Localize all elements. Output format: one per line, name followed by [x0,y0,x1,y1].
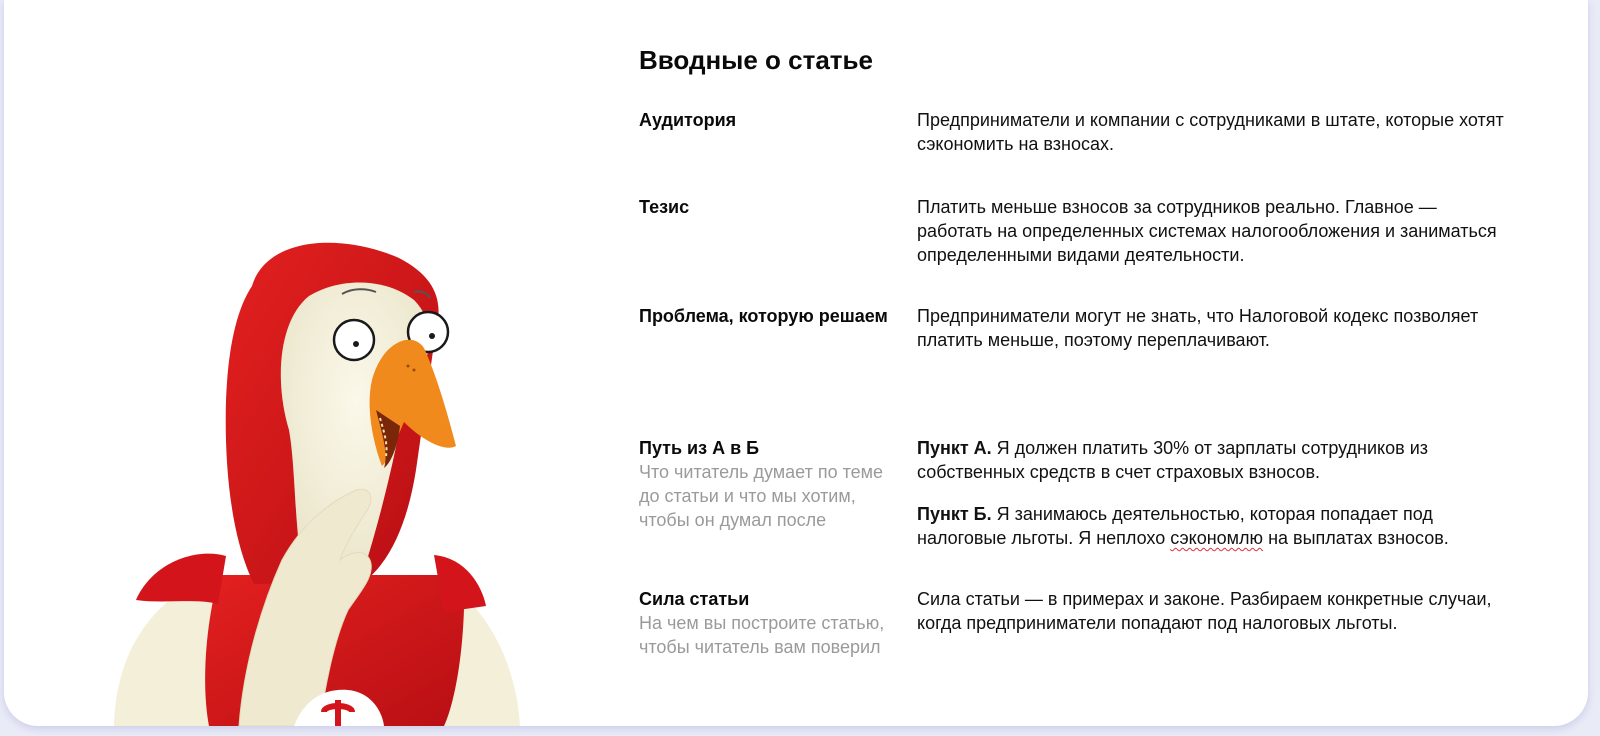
row-problem-title: Проблема, которую решаем [639,306,888,326]
point-a-label: Пункт А. [917,438,992,458]
row-thesis-value [917,195,1517,267]
row-problem-label [639,304,889,328]
row-path-value [917,436,1517,550]
row-strength-title: Сила статьи [639,589,750,609]
point-a-paragraph [917,436,1517,484]
row-path-hint: Что читатель думает по теме до статьи и что мы хотим, чтобы он думал после [639,462,884,530]
point-b-label: Пункт Б. [917,504,992,524]
row-thesis-title: Тезис [639,197,690,217]
row-problem-text: Предприниматели могут не знать, что Налоговой кодекс позволяет платить меньше, поэтому переплачивают. [917,306,1479,350]
row-strength-value [917,587,1517,635]
row-strength-label [639,587,889,659]
row-audience-text: Предприниматели и компании с сотрудниками в штате, которые хотят сэкономить на взносах. [917,110,1504,154]
point-a-text: Я должен платить 30% от зарплаты сотрудников из собственных средств в счет страховых взносов. [917,438,1429,482]
row-strength-text: Сила статьи — в примерах и законе. Разбираем конкретные случаи, когда предприниматели попадают под налоговых льготы. [917,589,1492,633]
row-path-label [639,436,889,532]
spellcheck-underlined-word[interactable]: сэкономлю [1170,528,1264,548]
row-thesis-text: Платить меньше взносов за сотрудников реально. Главное — работать на определенных системах налогообложения и заниматься определенными видами деятельности. [917,197,1497,265]
goose-mascot-illustration [4,0,644,726]
row-strength-hint: На чем вы построите статью, чтобы читатель вам поверил [639,613,885,657]
row-audience-title: Аудитория [639,110,737,130]
point-b-paragraph [917,502,1517,550]
page-title: Вводные о статье [639,45,873,75]
point-b-text-start: Я занимаюсь деятельностью, которая попадает под налоговые льготы. Я неплохо [917,504,1433,548]
row-path-title: Путь из А в Б [639,438,760,458]
row-problem-value [917,304,1517,352]
row-audience-label [639,108,889,132]
row-audience-value [917,108,1517,156]
article-brief-card [4,0,1588,726]
point-b-text-end: на выплатах взносов. [1268,528,1449,548]
row-thesis-label [639,195,889,219]
